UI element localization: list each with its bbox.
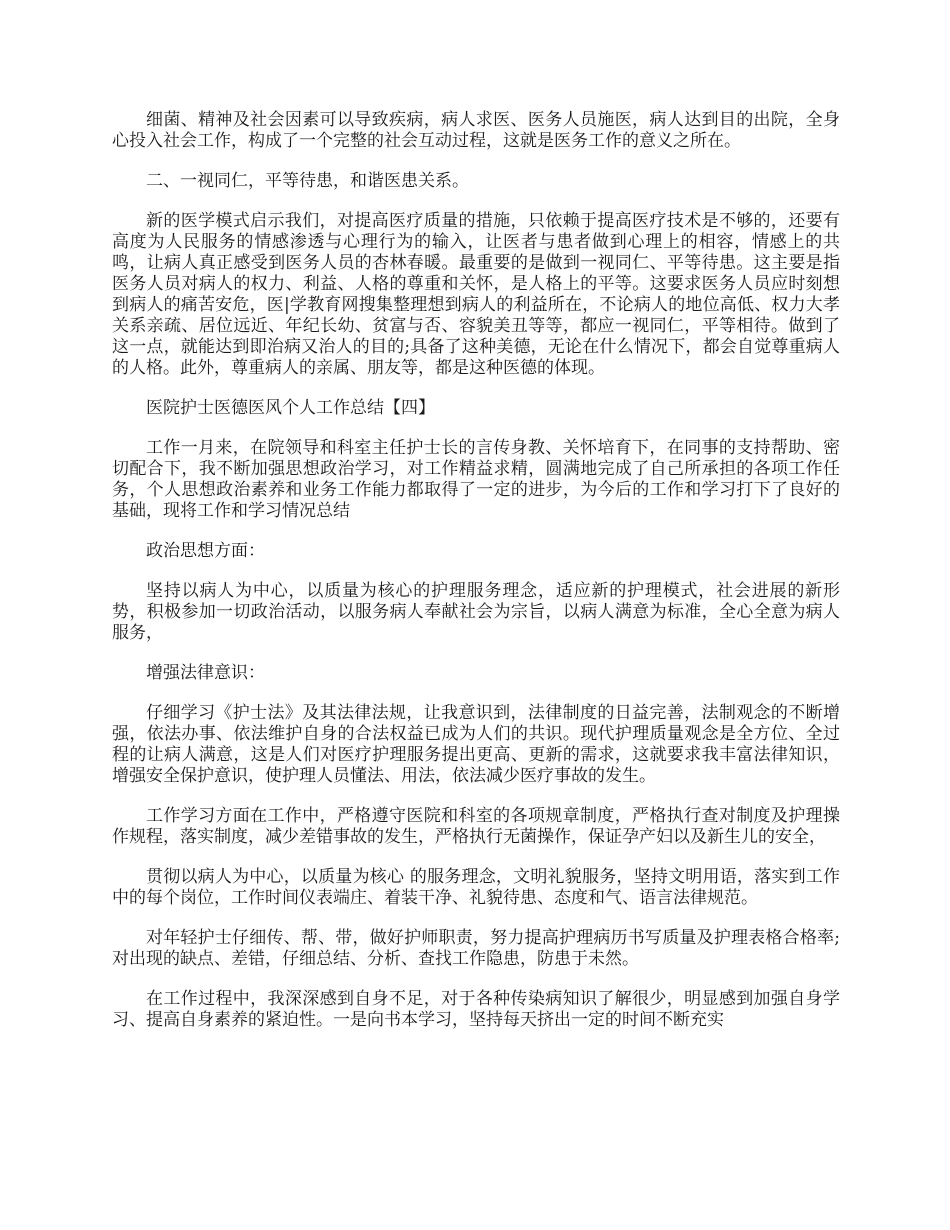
section-heading-politics: 政治思想方面： <box>146 541 265 561</box>
paragraph-1: 细菌、精神及社会因素可以导致疾病，病人求医、医务人员施医，病人达到目的出院，全身心投入社会工作，构成了一个完整的社会互动过程，这就是医务工作的意义之所在。 <box>112 110 840 151</box>
section-title-4: 医院护士医德医风个人工作总结【四】 <box>146 398 435 418</box>
paragraph-12: 对年轻护士仔细传、帮、带，做好护师职责，努力提高护理病历书写质量及护理表格合格率;对出现的缺点、差错，仔细总结、分析、查找工作隐患，防患于未然。 <box>112 928 840 969</box>
section-heading-2: 二、一视同仁，平等待患，和谐医患关系。 <box>146 171 469 191</box>
paragraph-9: 仔细学习《护士法》及其法律法规，让我意识到，法律制度的日益完善，法制观念的不断增强，依法办事、依法维护自身的合法权益已成为人们的共识。现代护理质量观念是全方位、全过程的让病人满意，这是人们对医疗护理服务提出更高、更新的需求，这就要求我丰富法律知识，增强安全保护意识，使护理人员懂法、用法，依法减少医疗事故的发生。 <box>112 703 840 786</box>
paragraph-5: 工作一月来，在院领导和科室主任护士长的言传身教、关怀培育下，在同事的支持帮助、密切配合下，我不断加强思想政治学习，对工作精益求精，圆满地完成了自己所承担的各项工作任务，个人思想政治素养和业务工作能力都取得了一定的进步，为今后的工作和学习打下了良好的基础，现将工作和学习情况总结 <box>112 438 840 521</box>
paragraph-7: 坚持以病人为中心，以质量为核心的护理服务理念，适应新的护理模式，社会进展的新形势，积极参加一切政治活动，以服务病人奉献社会为宗旨，以病人满意为标准，全心全意为病人服务， <box>112 581 840 643</box>
paragraph-3: 新的医学模式启示我们，对提高医疗质量的措施，只依赖于提高医疗技术是不够的，还要有高度为人民服务的情感渗透与心理行为的输入，让医者与患者做到心理上的相容，情感上的共鸣，让病人真正感受到医务人员的杏林春暖。最重要的是做到一视同仁、平等待患。这主要是指医务人员对病人的权力、利益、人格的尊重和关怀，是人格上的平等。这要求医务人员应时刻想到病人的痛苦安危，医|学教育网搜集整理想到病人的利益所在，不论病人的地位高低、权力大孝关系亲疏、居位远近、年纪长幼、贫富与否、容貌美丑等等，都应一视同仁，平等相待。做到了这一点，就能达到即治病又治人的目的;具备了这种美德，无论在什么情况下，都会自觉尊重病人的人格。此外，尊重病人的亲属、朋友等，都是这种医德的体现。 <box>112 211 840 378</box>
paragraph-10: 工作学习方面在工作中，严格遵守医院和科室的各项规章制度，严格执行查对制度及护理操作规程，落实制度，减少差错事故的发生，严格执行无菌操作，保证孕产妇以及新生儿的安全， <box>112 806 840 847</box>
paragraph-11: 贯彻以病人为中心，以质量为核心 的服务理念，文明礼貌服务，坚持文明用语，落实到工作中的每个岗位，工作时间仪表端庄、着装干净、礼貌待患、态度和气、语言法律规范。 <box>112 867 840 908</box>
document-page <box>112 110 840 1050</box>
paragraph-13: 在工作过程中，我深深感到自身不足，对于各种传染病知识了解很少，明显感到加强自身学习、提高自身素养的紧迫性。一是向书本学习，坚持每天挤出一定的时间不断充实 <box>112 989 840 1030</box>
section-heading-law: 增强法律意识： <box>146 663 265 683</box>
